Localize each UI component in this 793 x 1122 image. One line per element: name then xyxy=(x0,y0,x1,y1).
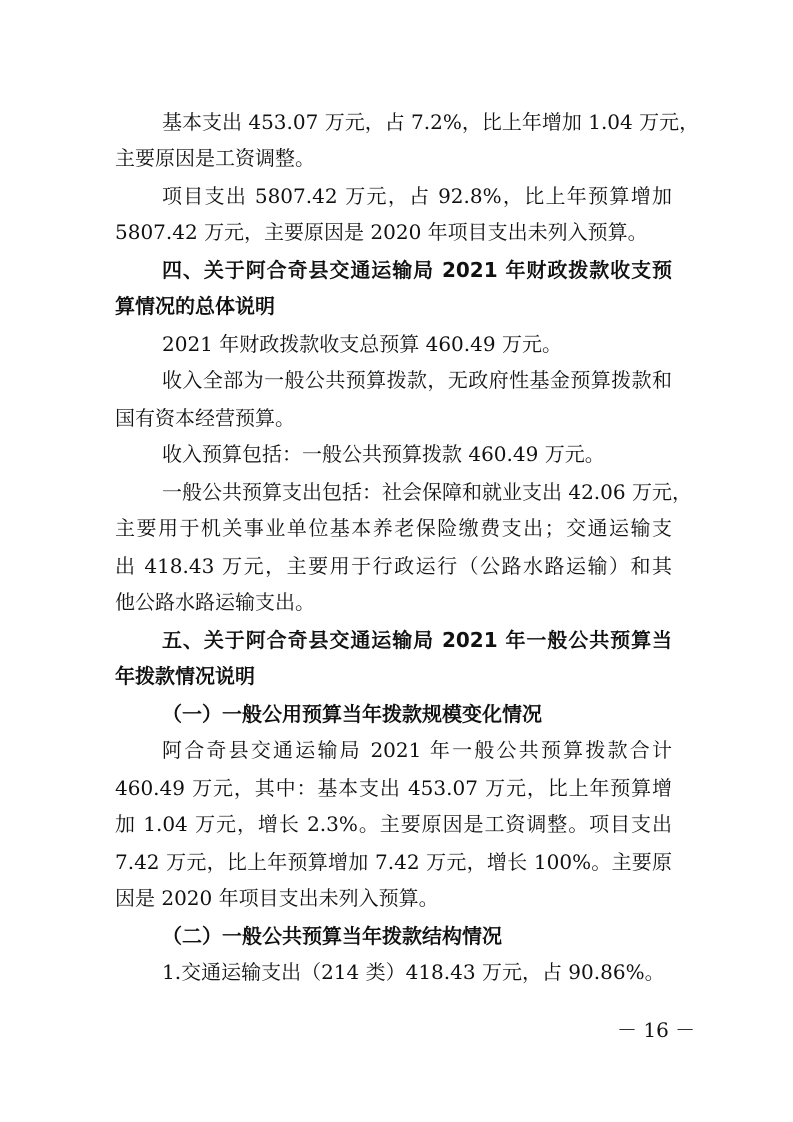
paragraph-line-general-expenditure-4: 他公路水路运输支出。 xyxy=(115,590,315,614)
paragraph-line-scale-4: 7.42 万元，比上年预算增加 7.42 万元，增长 100%。主要原 xyxy=(115,850,672,874)
paragraph-line-general-expenditure-3: 出 418.43 万元，主要用于行政运行（公路水路运输）和其 xyxy=(115,554,672,578)
paragraph-line-scale-2: 460.49 万元，其中：基本支出 453.07 万元，比上年预算增 xyxy=(115,776,672,800)
paragraph-line-general-expenditure-2: 主要用于机关事业单位基本养老保险缴费支出；交通运输支 xyxy=(115,516,672,540)
paragraph-line-general-expenditure: 一般公共预算支出包括：社会保障和就业支出 42.06 万元， xyxy=(162,480,692,504)
paragraph-line-income-all-continued: 国有资本经营预算。 xyxy=(115,406,295,430)
page-number: － 16 － xyxy=(617,1018,696,1042)
paragraph-line-income-all: 收入全部为一般公共预算拨款，无政府性基金预算拨款和 xyxy=(162,368,672,392)
section-heading-five-line-2: 年拨款情况说明 xyxy=(115,664,255,688)
paragraph-line-income-budget: 收入预算包括：一般公共预算拨款 460.49 万元。 xyxy=(162,442,605,466)
paragraph-line-transport-expenditure: 1.交通运输支出（214 类）418.43 万元，占 90.86%。 xyxy=(162,960,665,984)
paragraph-line-total-budget: 2021 年财政拨款收支总预算 460.49 万元。 xyxy=(162,332,562,356)
paragraph-line-basic-expenditure-reason: 主要原因是工资调整。 xyxy=(115,146,315,170)
subheading-two: （二）一般公共预算当年拨款结构情况 xyxy=(162,924,502,948)
paragraph-line-scale-5: 因是 2020 年项目支出未列入预算。 xyxy=(115,886,439,910)
subheading-one: （一）一般公用预算当年拨款规模变化情况 xyxy=(162,702,542,726)
paragraph-line-scale-1: 阿合奇县交通运输局 2021 年一般公共预算拨款合计 xyxy=(162,738,672,762)
paragraph-line-project-expenditure-reason: 5807.42 万元，主要原因是 2020 年项目支出未列入预算。 xyxy=(115,220,648,244)
section-heading-four-line-1: 四、关于阿合奇县交通运输局 2021 年财政拨款收支预 xyxy=(162,258,672,282)
paragraph-line-scale-3: 加 1.04 万元，增长 2.3%。主要原因是工资调整。项目支出 xyxy=(115,812,672,836)
paragraph-line-basic-expenditure: 基本支出 453.07 万元，占 7.2%，比上年增加 1.04 万元， xyxy=(162,110,700,134)
paragraph-line-project-expenditure: 项目支出 5807.42 万元，占 92.8%，比上年预算增加 xyxy=(162,184,672,208)
section-heading-four-line-2: 算情况的总体说明 xyxy=(115,294,275,318)
section-heading-five-line-1: 五、关于阿合奇县交通运输局 2021 年一般公共预算当 xyxy=(162,628,672,652)
